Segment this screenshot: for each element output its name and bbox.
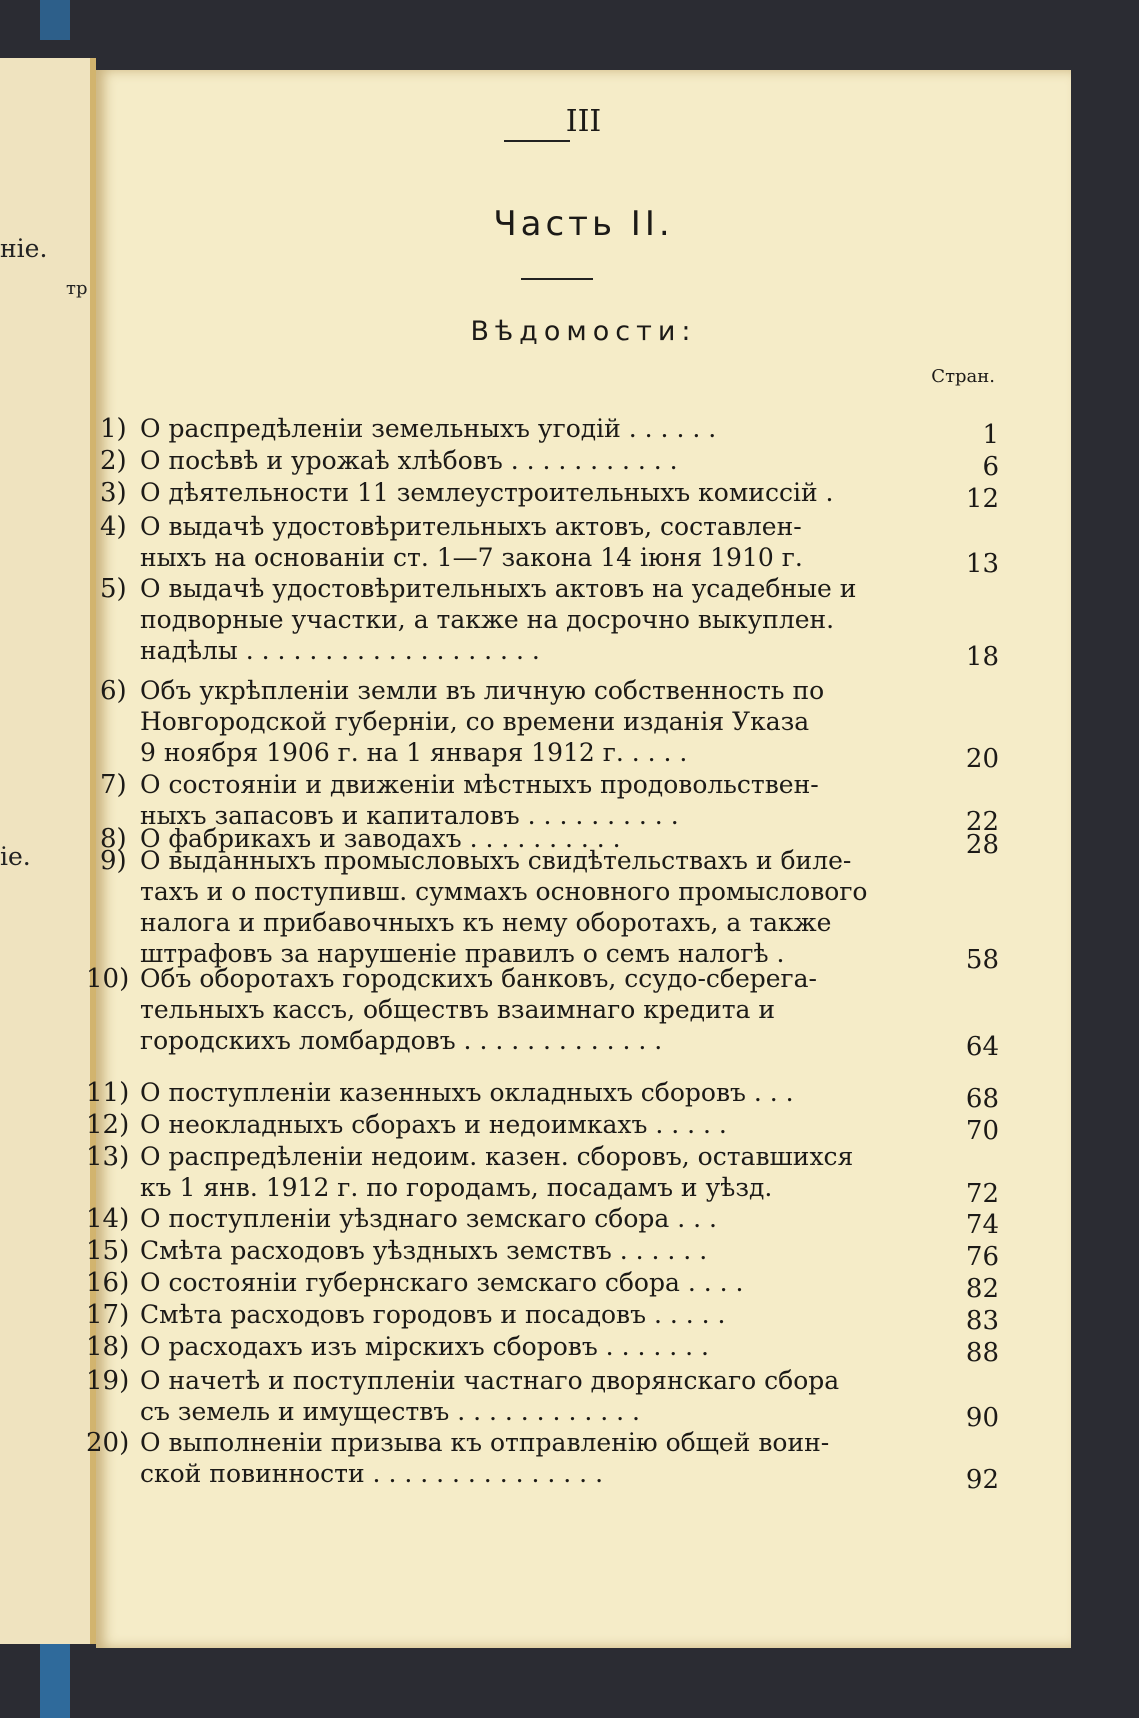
toc-entry-text: Смѣта расходовъ уѣздныхъ земствъ . . . . . . <box>140 1236 708 1265</box>
toc-entry-page: 28 <box>965 830 999 860</box>
toc-entry-text: городскихъ ломбардовъ . . . . . . . . . . . . . <box>140 1026 663 1055</box>
part-title-rule <box>521 278 593 280</box>
toc-entry-number: 13) <box>86 1142 130 1172</box>
toc-entry-number: 12) <box>86 1110 130 1140</box>
toc-entry-text: О распредѣленіи земельныхъ угодій . . . . . . <box>140 414 717 443</box>
book-spine-top <box>40 0 70 40</box>
toc-entry-page: 70 <box>965 1116 999 1146</box>
toc-entry-page: 20 <box>965 744 999 774</box>
toc-entry-text: О выдачѣ удостовѣрительныхъ актовъ на усадебные и <box>140 574 857 603</box>
toc-entry-page: 83 <box>965 1306 999 1336</box>
toc-entry-page: 76 <box>965 1242 999 1272</box>
toc-entry-page: 64 <box>965 1032 999 1062</box>
toc-entry-page: 18 <box>965 642 999 672</box>
left-page-fragment: ie. <box>0 842 31 871</box>
toc-entry-text: тельныхъ кассъ, обществъ взаимнаго кредита и <box>140 995 776 1024</box>
toc-entry-text: штрафовъ за нарушеніе правилъ о семъ налогѣ . <box>140 939 785 968</box>
page-column-header: Стран. <box>931 366 995 387</box>
toc-entry-number: 3) <box>100 478 127 508</box>
part-title: Часть II. <box>493 204 674 244</box>
toc-entry-text: къ 1 янв. 1912 г. по городамъ, посадамъ и уѣзд. <box>140 1173 773 1202</box>
toc-entry-text: О посѣвѣ и урожаѣ хлѣбовъ . . . . . . . . . . . <box>140 446 678 475</box>
toc-entry-text: О выдачѣ удостовѣрительныхъ актовъ, составлен- <box>140 512 802 541</box>
toc-entry-page: 90 <box>965 1403 999 1433</box>
toc-entry-number: 18) <box>86 1332 130 1362</box>
toc-entry-page: 13 <box>965 549 999 579</box>
toc-entry-text: О неокладныхъ сборахъ и недоимкахъ . . . . . <box>140 1110 727 1139</box>
toc-entry-text: надѣлы . . . . . . . . . . . . . . . . . . . <box>140 636 540 665</box>
toc-entry-text: О выполненіи призыва къ отправленію общей воин- <box>140 1428 830 1457</box>
page-number: III <box>565 104 602 139</box>
left-page-fragment: ніе. <box>0 234 48 263</box>
section-heading: Вѣдомости: <box>470 316 697 347</box>
toc-entry-page: 88 <box>965 1338 999 1368</box>
toc-entry-text: О фабрикахъ и заводахъ . . . . . . . . . . <box>140 824 621 853</box>
toc-entry-number: 8) <box>100 824 127 854</box>
toc-entry-page: 72 <box>965 1179 999 1209</box>
toc-entry-page: 1 <box>982 420 999 450</box>
toc-entry-text: О состояніи губернскаго земскаго сбора . . . . <box>140 1268 744 1297</box>
left-page-fragment: тр <box>66 278 88 299</box>
toc-entry-number: 4) <box>100 512 127 542</box>
toc-entry-number: 1) <box>100 414 127 444</box>
toc-entry-number: 10) <box>86 964 130 994</box>
toc-entry-text: съ земель и имуществъ . . . . . . . . . . . . <box>140 1397 640 1426</box>
toc-entry-number: 16) <box>86 1268 130 1298</box>
toc-entry-page: 68 <box>965 1084 999 1114</box>
toc-entry-number: 7) <box>100 770 127 800</box>
toc-entry-text: Смѣта расходовъ городовъ и посадовъ . . . . . <box>140 1300 726 1329</box>
toc-entry-page: 82 <box>965 1274 999 1304</box>
toc-entry-text: тахъ и о поступивш. суммахъ основного промыслового <box>140 877 868 906</box>
toc-entry-number: 19) <box>86 1366 130 1396</box>
toc-entry-number: 17) <box>86 1300 130 1330</box>
toc-entry-number: 14) <box>86 1204 130 1234</box>
page-number-rule <box>504 140 570 142</box>
toc-entry-text: О выданныхъ промысловыхъ свидѣтельствахъ и биле- <box>140 846 852 875</box>
toc-entry-text: ской повинности . . . . . . . . . . . . . . . <box>140 1459 604 1488</box>
toc-entry-text: налога и прибавочныхъ къ нему оборотахъ, а также <box>140 908 832 937</box>
toc-entry-page: 22 <box>965 807 999 837</box>
toc-entry-text: О дѣятельности 11 землеустроительныхъ комиссій . <box>140 478 834 507</box>
toc-entry-text: О состояніи и движеніи мѣстныхъ продовольствен- <box>140 770 819 799</box>
document-page <box>86 70 1071 1648</box>
left-page-edge <box>0 58 96 1644</box>
toc-entry-number: 15) <box>86 1236 130 1266</box>
toc-entry-text: Новгородской губерніи, со времени изданія Указа <box>140 707 810 736</box>
toc-entry-number: 20) <box>86 1428 130 1458</box>
toc-entry-text: ныхъ на основаніи ст. 1—7 закона 14 іюня 1910 г. <box>140 543 803 572</box>
toc-entry-text: О поступленіи казенныхъ окладныхъ сборовъ . . . <box>140 1078 794 1107</box>
toc-entry-text: подворные участки, а также на досрочно выкуплен. <box>140 605 835 634</box>
toc-entry-number: 11) <box>86 1078 130 1108</box>
toc-entry-text: ныхъ запасовъ и капиталовъ . . . . . . . . . . <box>140 801 679 830</box>
toc-entry-page: 12 <box>965 484 999 514</box>
toc-entry-text: Объ укрѣпленіи земли въ личную собственность по <box>140 676 825 705</box>
toc-entry-number: 2) <box>100 446 127 476</box>
toc-entry-text: Объ оборотахъ городскихъ банковъ, ссудо-сберега- <box>140 964 818 993</box>
toc-entry-number: 5) <box>100 574 127 604</box>
toc-entry-page: 58 <box>965 945 999 975</box>
toc-entry-page: 6 <box>982 452 999 482</box>
toc-entry-page: 74 <box>965 1210 999 1240</box>
toc-entry-text: 9 ноября 1906 г. на 1 января 1912 г. . . . . <box>140 738 688 767</box>
toc-entry-text: О поступленіи уѣзднаго земскаго сбора . . . <box>140 1204 717 1233</box>
toc-entry-number: 6) <box>100 676 127 706</box>
toc-entry-text: О распредѣленіи недоим. казен. сборовъ, оставшихся <box>140 1142 854 1171</box>
toc-entry-text: О расходахъ изъ мірскихъ сборовъ . . . . . . . <box>140 1332 709 1361</box>
toc-entry-page: 92 <box>965 1465 999 1495</box>
toc-entry-text: О начетѣ и поступленіи частнаго дворянскаго сбора <box>140 1366 840 1395</box>
toc-entry-number: 9) <box>100 846 127 876</box>
